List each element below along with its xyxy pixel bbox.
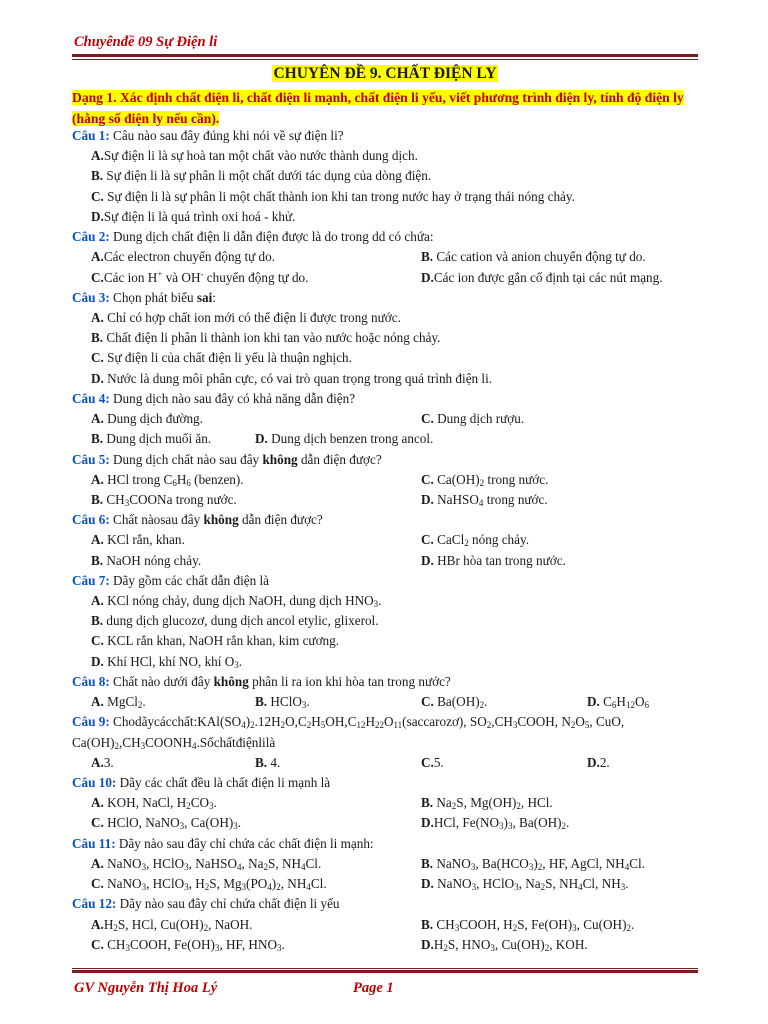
answer-row <box>72 915 712 935</box>
answer-option <box>421 268 663 288</box>
question-text: Dãy nào sau đây chỉ chứa các chất điện li mạnh: <box>115 835 374 851</box>
answer-text: MgCl$_2$. <box>103 694 146 711</box>
question-line <box>72 227 712 247</box>
answer-text: $H_2S$, HCl, $Cu(OH)_2$, NaOH. <box>103 916 253 933</box>
answer-text: $CH_3COOH$, $Fe(OH)_3$, HF, $HNO_3$. <box>103 936 285 953</box>
question-text: Dãy các chất đều là chất điện li mạnh là <box>116 775 331 790</box>
answer-row <box>72 348 712 368</box>
answer-text: Sự điện li là sự phân li một chất thành ion khi tan trong nước hay ở trạng thái nóng chảy. <box>103 188 575 204</box>
question-text: Dãy gồm các chất dẫn điện là <box>109 572 270 588</box>
question-stem <box>72 571 269 591</box>
answer-text: KCl rắn, khan. <box>103 532 185 548</box>
answer-row <box>72 470 712 490</box>
answer-letter: A. <box>91 411 104 427</box>
answer-letter: A. <box>91 532 104 548</box>
answer-letter: B. <box>91 168 104 184</box>
page-number: Page 1 <box>353 980 394 996</box>
answer-text: Sự điện li là sự hoà tan một chất vào nước thành dung dịch. <box>103 148 418 164</box>
answer-text: KOH, NaCl, $H_2CO_3$. <box>103 795 217 812</box>
answer-letter: C. <box>421 532 434 548</box>
answer-text: Dung dịch đường. <box>103 411 203 427</box>
answer-text: NaHSO$_4$ trong nước. <box>433 491 548 508</box>
question-stem <box>72 510 323 530</box>
answer-letter: D. <box>91 208 104 224</box>
answer-text: $C_6H_{12}O_6$ <box>599 694 649 711</box>
header-rule-thick <box>72 54 698 57</box>
answer-option <box>255 753 280 773</box>
answer-letter: D. <box>255 431 268 447</box>
answer-text: KCl nóng chảy, dung dịch NaOH, dung dịch $HNO_3$. <box>103 593 382 610</box>
answer-letter: B. <box>91 552 104 568</box>
answer-row <box>72 247 712 267</box>
answer-option <box>91 328 440 348</box>
answer-option <box>421 753 444 773</box>
answer-option <box>255 429 433 449</box>
answer-text: HCl trong $C_6H_6$ (benzen). <box>103 471 244 488</box>
answer-letter: A. <box>91 916 104 932</box>
question-text: $Chodãycácchất:KAl(SO_4)_2.12H_2O,C_2H_5OH,C_{12}H_{22}O_{11}(saccarozơ)$, $SO_2,CH_3COOH$, $N_2O_5$, CuO, <box>109 714 625 731</box>
answer-text: 5. <box>433 754 444 770</box>
answer-option <box>91 247 275 267</box>
answer-option <box>91 268 308 288</box>
answer-option <box>421 854 645 874</box>
answer-text: Chất điện li phân li thành ion khi tan vào nước hoặc nóng chảy. <box>103 330 441 346</box>
answer-letter: B. <box>421 916 434 932</box>
question-line <box>72 389 712 409</box>
question-number: Câu 8: <box>72 673 110 689</box>
answer-letter: A. <box>91 754 104 770</box>
question-line <box>72 672 712 692</box>
question-line <box>72 126 712 146</box>
question-text: Chất nào dưới đây không phân li ra ion khi hòa tan trong nước? <box>109 673 451 689</box>
document-title <box>72 64 698 84</box>
question-continuation <box>72 733 712 753</box>
question-number: Câu 6: <box>72 512 110 528</box>
question-number: Câu 12: <box>72 896 117 912</box>
question-text: Dung dịch chất nào sau đây không dẫn điện được? <box>109 451 382 467</box>
answer-row <box>72 753 712 773</box>
answer-text: HCl, $Fe(NO_3)_3$, $Ba(OH)_2$. <box>433 815 570 832</box>
question-line <box>72 712 712 732</box>
answer-row <box>72 490 712 510</box>
question-list <box>72 126 712 955</box>
answer-text: $H_2S$, $HNO_3$, $Cu(OH)_2$, KOH. <box>433 936 588 953</box>
answer-letter: B. <box>255 694 268 710</box>
question-line <box>72 571 712 591</box>
answer-letter: B. <box>421 249 434 265</box>
answer-row <box>72 591 712 611</box>
answer-option <box>91 874 327 894</box>
page-header: Chuyênđề 09 Sự Điện li <box>74 34 218 50</box>
question-line <box>72 510 712 530</box>
answer-text: dung dịch glucozơ, dung dịch ancol etylic, glixerol. <box>103 613 379 629</box>
answer-row <box>72 268 712 288</box>
answer-text: NaNO$_3$, HClO$_3$, $Na_2S$, $NH_4Cl$, $NH_3$. <box>433 876 629 893</box>
section-heading <box>72 88 702 129</box>
answer-text: $CH_3COOH$, $H_2S$, $Fe(OH)_3$, $Cu(OH)_2$. <box>433 916 635 933</box>
header-rule-thin <box>72 59 698 60</box>
question-stem <box>72 288 216 308</box>
answer-letter: A. <box>91 148 104 164</box>
answer-row <box>72 551 712 571</box>
answer-text: Nước là dung môi phân cực, có vai trò quan trọng trong quá trình điện li. <box>103 370 493 386</box>
answer-letter: A. <box>91 249 104 265</box>
answer-text: Chỉ có hợp chất ion mới có thể điện li được trong nước. <box>103 309 401 325</box>
answer-option <box>91 187 575 207</box>
question-line <box>72 450 712 470</box>
answer-row <box>72 692 712 712</box>
answer-text: Dung dịch benzen trong ancol. <box>267 431 434 447</box>
question-number: Câu 2: <box>72 229 110 245</box>
answer-text: NaNO$_3$, HClO$_3$, NaHSO$_4$, $Na_2S$, $NH_4Cl$. <box>103 855 322 872</box>
question-text: Câu nào sau đây đúng khi nói về sự điện li? <box>109 128 344 143</box>
answer-option <box>91 935 285 955</box>
question-number: Câu 7: <box>72 572 110 588</box>
question-number: Câu 5: <box>72 451 110 467</box>
answer-text: HClO, NaNO$_3$, $Ca(OH)_3$. <box>103 815 242 832</box>
answer-letter: D. <box>421 269 434 285</box>
answer-text: Dung dịch rượu. <box>433 411 525 427</box>
answer-text: $CH_3COONa$ trong nước. <box>103 491 237 508</box>
question-number: Câu 10: <box>72 775 117 790</box>
answer-text: Các cation và anion chuyển động tự do. <box>433 249 646 265</box>
answer-option <box>587 753 610 773</box>
answer-text: KCL rắn khan, NaOH rắn khan, kim cương. <box>103 633 340 649</box>
answer-letter: D. <box>587 754 600 770</box>
answer-option <box>91 854 321 874</box>
question-stem <box>72 834 374 854</box>
question-line <box>72 288 712 308</box>
answer-letter: A. <box>91 795 104 811</box>
answer-option <box>587 692 649 712</box>
question-line <box>72 894 712 914</box>
answer-text: NaNO$_3$, HClO$_3$, $H_2S$, $Mg_3(PO_4)_2$, $NH_4Cl$. <box>103 876 327 893</box>
answer-text: NaOH nóng chảy. <box>103 552 202 568</box>
question-text: Chất nàosau đây không dẫn điện được? <box>109 512 323 528</box>
answer-letter: C. <box>421 411 434 427</box>
answer-row <box>72 166 712 186</box>
answer-letter: A. <box>91 309 104 325</box>
question-text: $Ca(OH)_2,CH_3COONH_4.Sốchấtđiệnlilà$ <box>72 734 276 751</box>
answer-text: Các ion được gắn cố định tại các nút mạng. <box>433 269 663 285</box>
answer-text: 2. <box>599 754 610 770</box>
question-stem <box>72 712 624 732</box>
answer-letter: D. <box>587 694 600 710</box>
answer-row <box>72 611 712 631</box>
answer-option <box>91 753 114 773</box>
answer-letter: C. <box>421 754 434 770</box>
answer-option <box>91 692 146 712</box>
question-number: Câu 9: <box>72 714 110 730</box>
answer-option <box>91 551 201 571</box>
answer-text: $Na_2S$, $Mg(OH)_2$, HCl. <box>433 795 553 812</box>
question-text: Dung dịch nào sau đây có khả năng dẫn điện? <box>109 390 356 406</box>
question-number: Câu 3: <box>72 289 110 305</box>
answer-option <box>91 369 492 389</box>
answer-text: Sự điện li của chất điện li yếu là thuận nghịch. <box>103 350 352 366</box>
answer-option <box>91 348 352 368</box>
answer-letter: D. <box>421 552 434 568</box>
answer-text: CaCl$_2$ nóng chảy. <box>433 532 530 549</box>
answer-letter: A. <box>91 694 104 710</box>
answer-letter: B. <box>421 855 434 871</box>
answer-row <box>72 631 712 651</box>
answer-letter: C. <box>421 694 434 710</box>
answer-text: Các electron chuyển động tự do. <box>103 249 276 265</box>
answer-letter: B. <box>255 754 268 770</box>
answer-option <box>91 470 244 490</box>
answer-letter: C. <box>91 188 104 204</box>
answer-option <box>91 915 252 935</box>
answer-row <box>72 207 712 227</box>
answer-option <box>91 793 217 813</box>
answer-letter: C. <box>421 471 434 487</box>
answer-option <box>421 813 569 833</box>
question-text: Dung dịch chất điện li dẫn điện được là do trong dd có chứa: <box>109 229 434 245</box>
answer-option <box>91 490 237 510</box>
question-text: Dãy nào sau đây chỉ chứa chất điện li yếu <box>116 896 340 912</box>
answer-option <box>421 490 548 510</box>
answer-letter: A. <box>91 471 104 487</box>
answer-row <box>72 409 712 429</box>
answer-option <box>255 692 310 712</box>
answer-letter: C. <box>91 815 104 831</box>
question-stem <box>72 227 434 247</box>
answer-row <box>72 146 712 166</box>
answer-row <box>72 813 712 833</box>
answer-letter: C. <box>91 350 104 366</box>
answer-row <box>72 935 712 955</box>
answer-row <box>72 187 712 207</box>
section-heading-text: Dạng 1. Xác định chất điện li, chất điện li mạnh, chất điện li yếu, viết phương trình điện ly, tính độ điện ly (hằng số điện ly nếu cần). <box>72 90 684 126</box>
footer-rule-thin <box>72 968 698 969</box>
answer-letter: D. <box>421 936 434 952</box>
answer-option <box>421 874 629 894</box>
answer-option <box>421 470 548 490</box>
answer-row <box>72 328 712 348</box>
answer-option <box>421 551 566 571</box>
answer-option <box>91 308 401 328</box>
answer-option <box>91 207 295 227</box>
question-stem <box>72 450 382 470</box>
answer-letter: A. <box>91 593 104 609</box>
answer-row <box>72 530 712 550</box>
answer-row <box>72 369 712 389</box>
answer-text: HBr hòa tan trong nước. <box>433 552 566 568</box>
answer-letter: D. <box>421 815 434 831</box>
answer-option <box>421 692 487 712</box>
answer-letter: D. <box>421 491 434 507</box>
answer-letter: C. <box>91 269 104 285</box>
answer-option <box>421 530 529 550</box>
question-stem <box>72 126 344 146</box>
answer-letter: D. <box>421 876 434 892</box>
question-stem <box>72 389 355 409</box>
answer-option <box>421 793 553 813</box>
answer-option <box>91 146 418 166</box>
answer-letter: B. <box>91 491 104 507</box>
footer-rule-thick <box>72 970 698 973</box>
answer-option <box>421 915 634 935</box>
question-stem <box>72 773 330 793</box>
answer-letter: B. <box>91 613 104 629</box>
question-line <box>72 773 712 793</box>
answer-letter: D. <box>91 370 104 386</box>
answer-row <box>72 308 712 328</box>
answer-option <box>421 935 588 955</box>
answer-option <box>91 611 379 631</box>
answer-option <box>91 409 203 429</box>
question-number: Câu 4: <box>72 390 110 406</box>
question-number: Câu 11: <box>72 835 116 851</box>
answer-row <box>72 429 712 449</box>
document-title-text: CHUYÊN ĐỀ 9. CHẤT ĐIỆN LY <box>273 65 497 82</box>
answer-option <box>421 247 646 267</box>
answer-text: Dung dịch muối ăn. <box>103 431 212 447</box>
answer-letter: B. <box>91 431 104 447</box>
answer-text: Khí HCl, khí NO, khí $O_3$. <box>103 653 243 670</box>
answer-row <box>72 874 712 894</box>
answer-text: Sự điện li là sự phân li một chất dưới tác dụng của dòng điện. <box>103 168 432 184</box>
answer-row <box>72 652 712 672</box>
answer-option <box>91 591 381 611</box>
answer-letter: C. <box>91 936 104 952</box>
answer-option <box>91 813 241 833</box>
question-line <box>72 834 712 854</box>
answer-option <box>421 409 524 429</box>
answer-text: 4. <box>267 754 281 770</box>
answer-option <box>91 166 431 186</box>
answer-letter: D. <box>91 653 104 669</box>
answer-text: HClO$_3$. <box>267 694 310 711</box>
answer-letter: C. <box>91 876 104 892</box>
answer-letter: A. <box>91 855 104 871</box>
answer-text: NaNO$_3$, $Ba(HCO_3)_2$, HF, AgCl, $NH_4Cl$. <box>433 855 645 872</box>
answer-text: 3. <box>103 754 114 770</box>
answer-row <box>72 854 712 874</box>
answer-option <box>91 429 211 449</box>
footer-author: GV Nguyễn Thị Hoa Lý <box>74 980 218 996</box>
question-stem <box>72 894 340 914</box>
answer-letter: C. <box>91 633 104 649</box>
answer-option <box>91 631 339 651</box>
answer-text: Các ion H+ và OH- chuyển động tự do. <box>103 268 309 285</box>
answer-letter: B. <box>421 795 434 811</box>
answer-text: Sự điện li là quá trình oxi hoá - khử. <box>103 208 296 224</box>
answer-row <box>72 793 712 813</box>
answer-text: $Ba(OH)_2$. <box>433 694 488 711</box>
answer-option <box>91 530 185 550</box>
answer-text: $Ca(OH)_2$ trong nước. <box>433 471 549 488</box>
question-text: Chọn phát biểu sai: <box>109 289 216 305</box>
question-stem <box>72 672 451 692</box>
question-number: Câu 1: <box>72 128 110 143</box>
answer-option <box>91 652 242 672</box>
answer-letter: B. <box>91 330 104 346</box>
